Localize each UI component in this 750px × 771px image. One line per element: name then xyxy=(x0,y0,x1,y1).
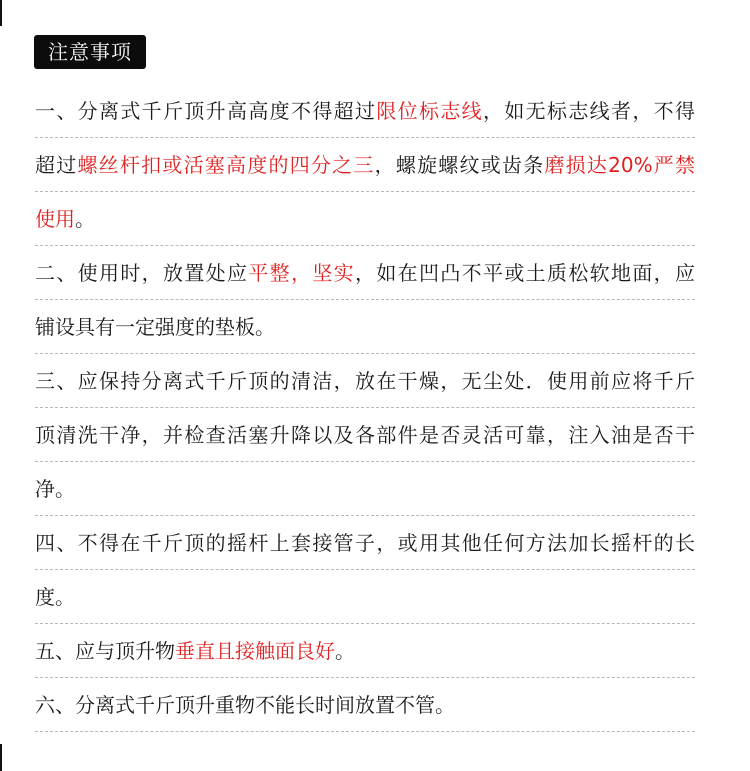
note-3-line-2 xyxy=(35,408,695,462)
note-1-text: 超过 xyxy=(35,153,78,177)
note-2-text: 二、使用时，放置处应 xyxy=(35,261,249,285)
note-6-line-1 xyxy=(35,678,695,732)
note-3-line-1 xyxy=(35,354,695,408)
note-3-line-3 xyxy=(35,462,695,516)
note-5-highlight-vertical-contact: 垂直且接触面良好 xyxy=(175,639,335,663)
note-1-text: 一、分离式千斤顶升高高度不得超过 xyxy=(35,99,377,123)
note-3-text: 三、应保持分离式千斤顶的清洁，放在干燥，无尘处．使用前应将千斤 xyxy=(35,369,695,393)
left-edge-mark-top xyxy=(0,0,2,26)
note-6-text: 六、分离式千斤顶升重物不能长时间放置不管。 xyxy=(35,693,455,717)
note-1-text: 。 xyxy=(75,207,95,231)
note-4-line-1 xyxy=(35,516,695,570)
note-1-text: ，如无标志线者，不得 xyxy=(483,99,696,123)
note-2-text: ，如在凹凸不平或土质松软地面，应 xyxy=(355,261,696,285)
note-1-line-1 xyxy=(35,84,695,138)
note-2-text: 铺设具有一定强度的垫板。 xyxy=(35,315,275,339)
notice-list xyxy=(35,84,695,732)
note-1-highlight-use: 使用 xyxy=(35,207,75,231)
note-1-text: ，螺旋螺纹或齿条 xyxy=(374,153,545,177)
left-edge-mark-bottom xyxy=(0,744,2,771)
note-5-line-1 xyxy=(35,624,695,678)
note-2-line-1 xyxy=(35,246,695,300)
note-2-highlight-flat-solid: 平整，坚实 xyxy=(248,261,356,285)
note-4-text: 度。 xyxy=(35,585,75,609)
note-4-line-2 xyxy=(35,570,695,624)
note-1-highlight-limit-line: 限位标志线 xyxy=(376,99,484,123)
note-5-text: 五、应与顶升物 xyxy=(35,639,175,663)
notice-heading: 注意事项 xyxy=(34,35,146,69)
note-1-line-2 xyxy=(35,138,695,192)
note-2-line-2 xyxy=(35,300,695,354)
note-3-text: 顶清洗干净，并检查活塞升降以及各部件是否灵活可靠，注入油是否干 xyxy=(35,423,695,447)
note-5-text: 。 xyxy=(335,639,355,663)
note-4-text: 四、不得在千斤顶的摇杆上套接管子，或用其他任何方法加长摇杆的长 xyxy=(35,531,695,555)
note-1-highlight-wear: 磨损达20%严禁 xyxy=(544,153,696,177)
note-1-highlight-three-quarters: 螺丝杆扣或活塞高度的四分之三 xyxy=(77,153,375,177)
note-1-line-3 xyxy=(35,192,695,246)
note-3-text: 净。 xyxy=(35,477,75,501)
